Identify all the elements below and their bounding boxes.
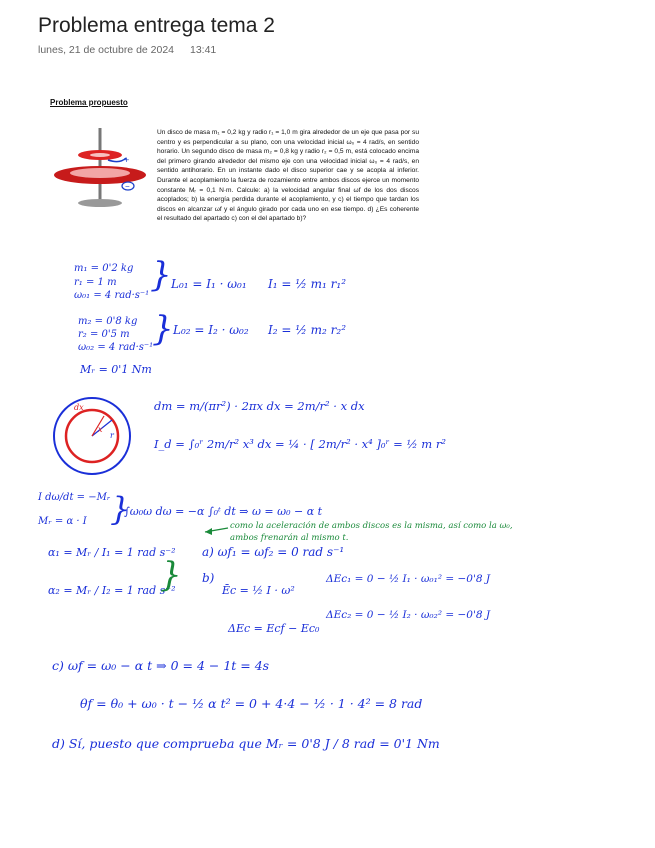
eq-alpha2: α₂ = Mᵣ / I₂ = 1 rad s⁻² (48, 584, 176, 597)
part-b-label: b) (202, 571, 215, 585)
eq-inertia1: I₁ = ½ m₁ r₁² (268, 277, 347, 291)
problem-heading: Problema propuesto (50, 98, 128, 107)
eq-integral: I_d = ∫₀ʳ 2m/r² x³ dx = ¼ · [ 2m/r² · x⁴ ]₀ʳ = ½ m r² (154, 437, 446, 451)
eq-integration: ∫ω₀ω dω = −α ∫₀ᵗ dt ⇒ ω = ω₀ − α t (124, 505, 323, 518)
brace-2: } (152, 309, 174, 349)
part-a: a) ωf₁ = ωf₂ = 0 rad s⁻¹ (202, 545, 345, 559)
data2-line3: ω₀₂ = 4 rad·s⁻¹ (78, 342, 154, 353)
minus-label: − (125, 182, 130, 191)
data2-line1: m₂ = 0'8 kg (78, 316, 138, 327)
page-time: 13:41 (190, 44, 217, 56)
brace-3: } (110, 490, 131, 528)
part-d: d) Sí, puesto que comprueba que Mᵣ = 0'8 J / 8 rad = 0'1 Nm (52, 736, 440, 751)
green-brace: } (160, 555, 182, 595)
circle-label-x: x (98, 425, 103, 434)
data1-line3: ω₀₁ = 4 rad·s⁻¹ (74, 290, 150, 301)
eq-ec: Ēc = ½ I · ω² (222, 584, 295, 597)
eq-dm: dm = m/(πr²) · 2πx dx = 2m/r² · x dx (154, 399, 365, 413)
eq-dyn2: Mᵣ = α · I (38, 516, 87, 527)
disks-figure (54, 128, 146, 207)
eq-theta: θf = θ₀ + ω₀ · t − ½ α t² = 0 + 4·4 − ½ · 1 · 4² = 8 rad (80, 696, 423, 711)
page-date: lunes, 21 de octubre de 2024 (38, 44, 175, 56)
circle-label-r: r (110, 431, 114, 440)
eq-l02: L₀₂ = I₂ · ω₀₂ (173, 323, 249, 337)
plus-label: + (124, 155, 130, 165)
eq-dec: ΔEc = Ecf − Ec₀ (228, 622, 320, 635)
eq-l01: L₀₁ = I₁ · ω₀₁ (171, 277, 247, 291)
problem-statement: Un disco de masa m₁ = 0,2 kg y radio r₁ = 1,0 m gira alrededor de un eje que pasa por su centro y es perpendicular a su plano, con una velocidad inicial ω₀ = 4 rad/s, en sentido horario. Un segundo disco de masa m₂ = 0,8 kg y radio r₂ = 0,5 m, está colocado encima del primero girando alrededor del mismo eje con una velocidad inicial ω₀ = 4 rad/s, en sentido antihorario. En un instante dado el disco superior cae y se acopla al inferior. Durante el acoplamiento la fuerza de rozamiento entre ambos discos ejerce un momento constante Mᵣ = 0,1 N·m. Calcule: a) la velocidad angular final ωf de los dos discos acoplados; b) la energía perdida durante el acoplamiento, y c) el tiempo que tardan los discos en alcanzar ωf y el ángulo girado por cada uno en ese tiempo. d) ¿Es coherente el resultado del apartado c) con el del apartado b)? (157, 129, 419, 223)
eq-dyn1: I dω/dt = −Mᵣ (38, 492, 111, 503)
eq-dec1: ΔEc₁ = 0 − ½ I₁ · ω₀₁² = −0'8 J (326, 573, 491, 585)
page-title: Problema entrega tema 2 (38, 14, 275, 37)
brace-1: } (150, 255, 172, 295)
base-disk (78, 199, 122, 207)
circle-diagram (54, 398, 130, 474)
eq-dec2: ΔEc₂ = 0 − ½ I₂ · ω₀₂² = −0'8 J (326, 609, 491, 621)
eq-alpha1: α₁ = Mᵣ / I₁ = 1 rad s⁻² (48, 546, 176, 559)
mr-value: Mᵣ = 0'1 Nm (80, 363, 152, 376)
data1-line2: r₁ = 1 m (74, 277, 117, 288)
data1-line1: m₁ = 0'2 kg (74, 263, 134, 274)
part-c: c) ωf = ω₀ − α t ⇒ 0 = 4 − 1t = 4s (52, 658, 270, 673)
circle-label-dx: dx (74, 403, 84, 412)
data2-line2: r₂ = 0'5 m (78, 329, 130, 340)
eq-inertia2: I₂ = ½ m₂ r₂² (268, 323, 347, 337)
green-note-text: como la aceleración de ambos discos es la misma, así como la ω₀, ambos frenarán al mismo t. (230, 521, 513, 543)
